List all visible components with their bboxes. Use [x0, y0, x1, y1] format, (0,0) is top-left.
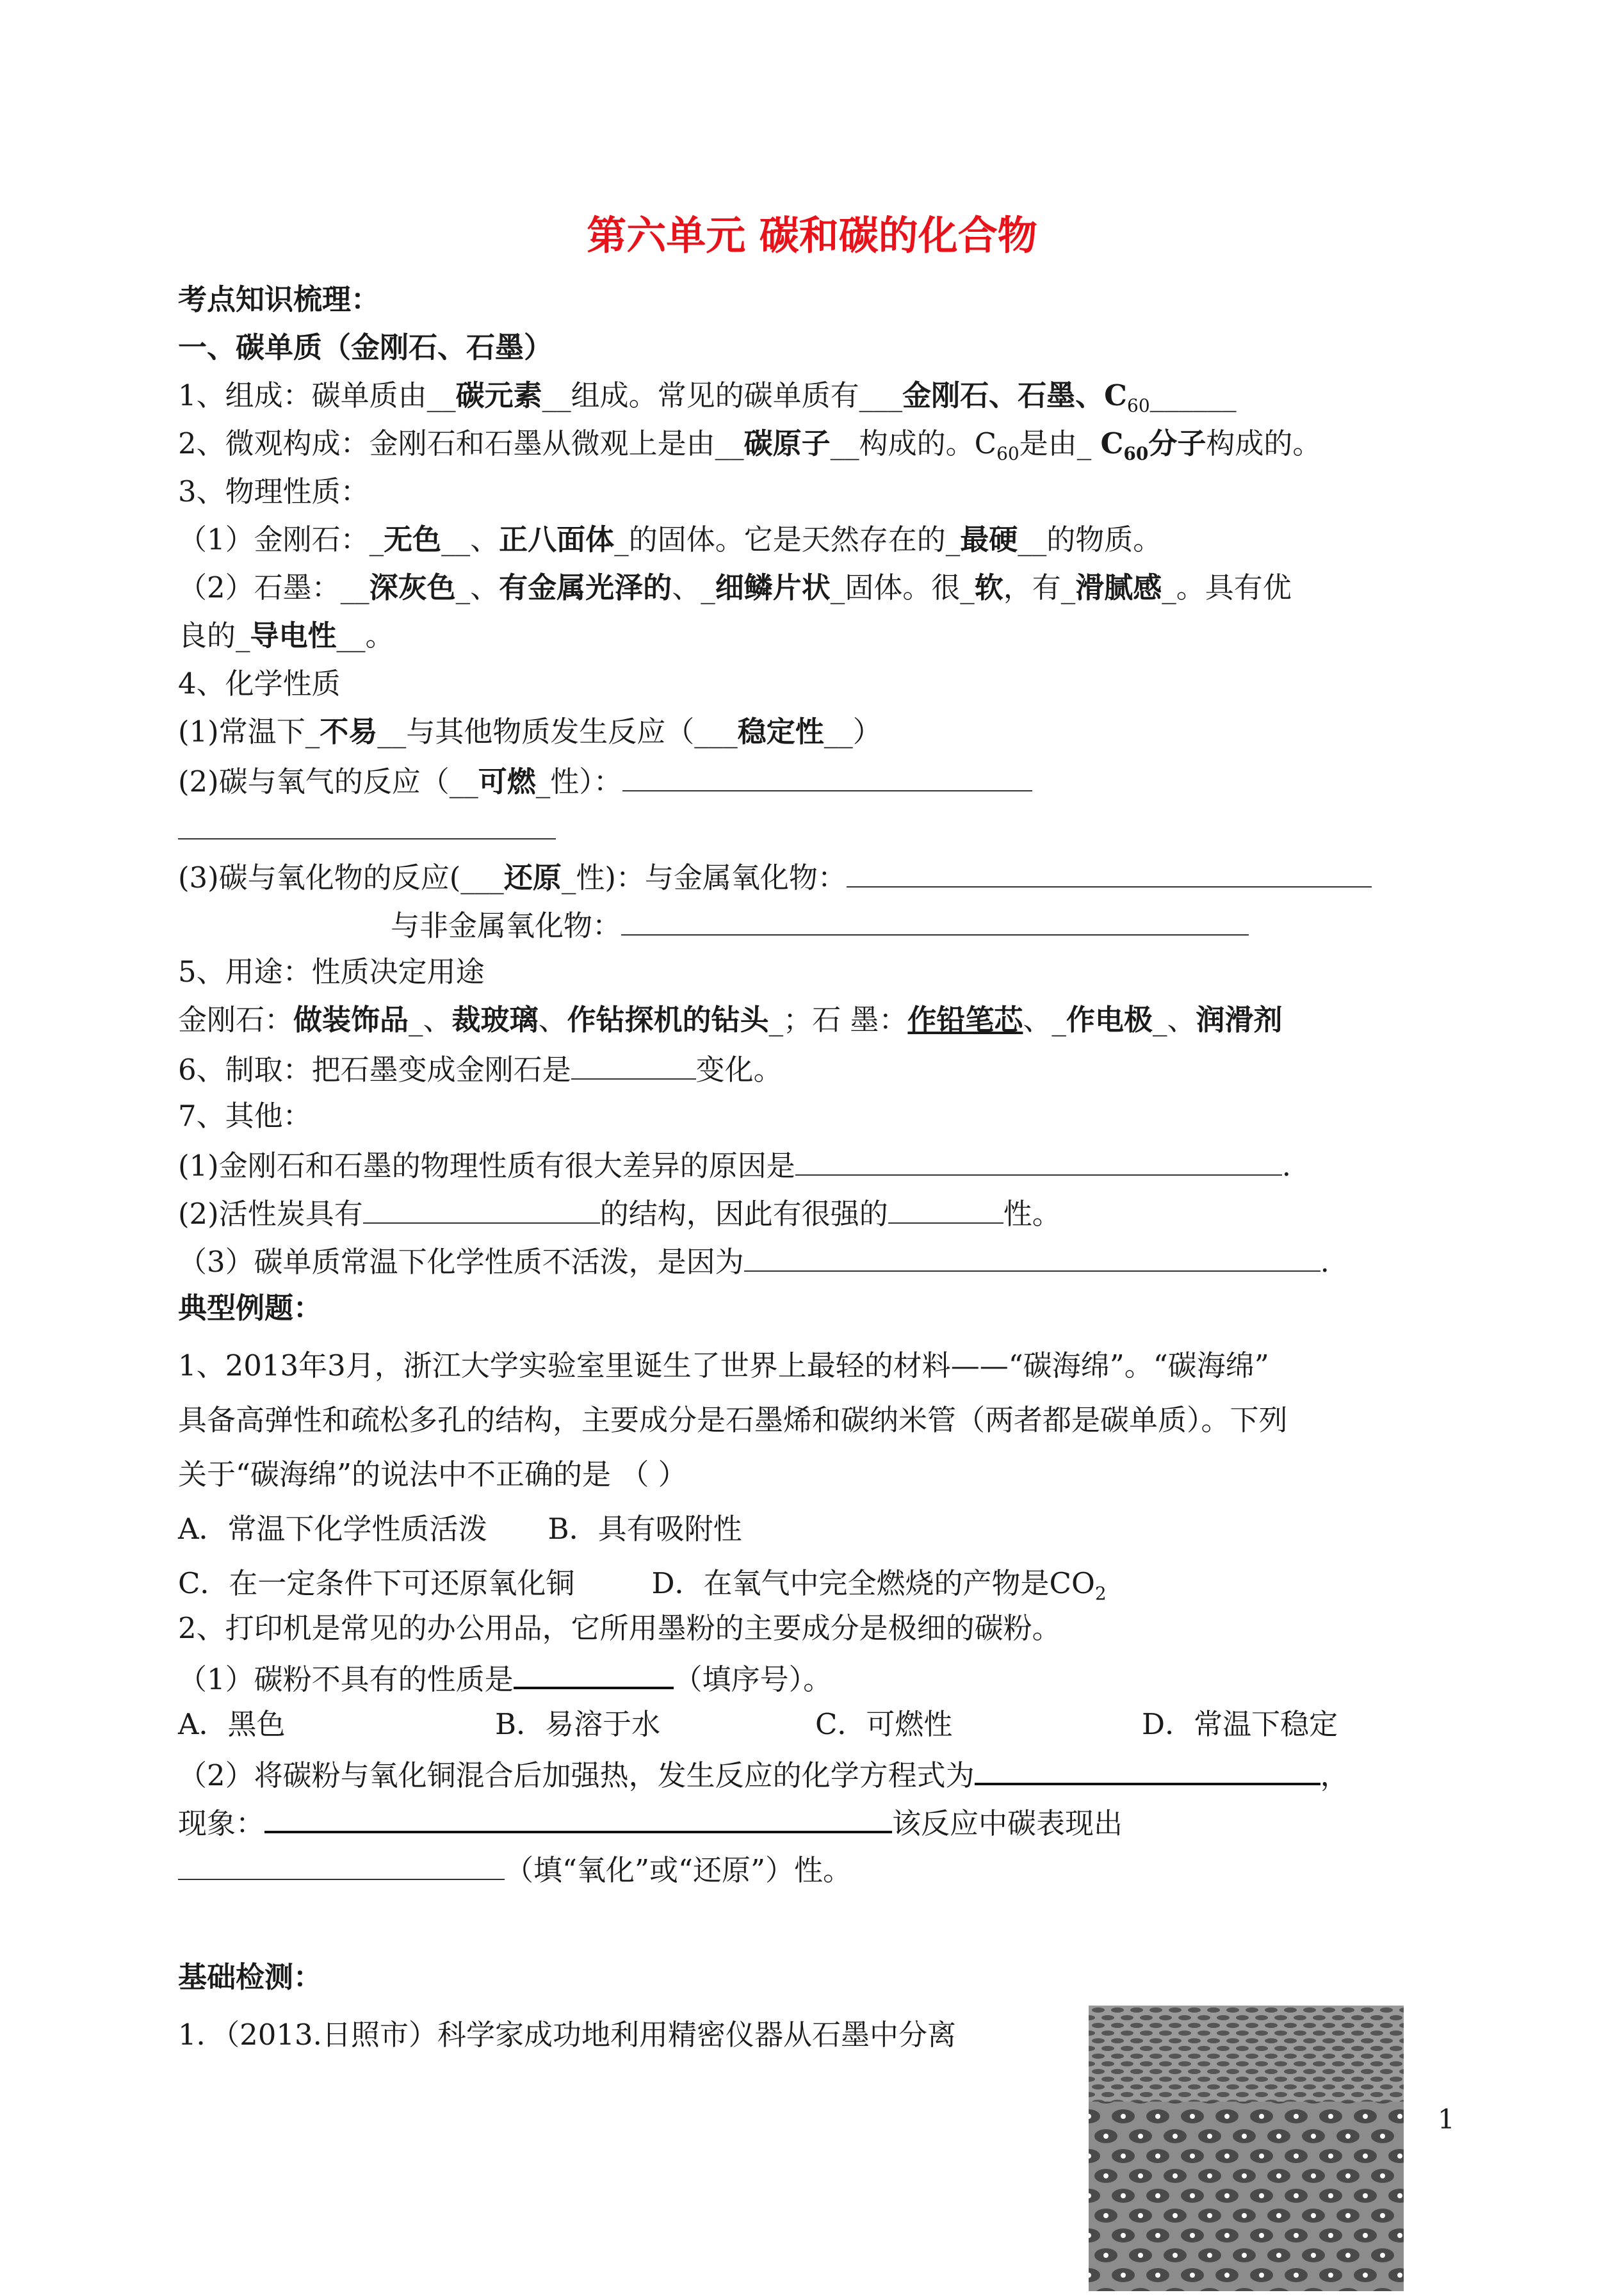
option-a[interactable]: A．常温下化学性质活泼 [178, 1512, 487, 1546]
answer-blank[interactable] [795, 1145, 1282, 1176]
option-c[interactable]: C．在一定条件下可还原氧化铜 [178, 1566, 575, 1600]
answer-blank[interactable] [622, 761, 1032, 791]
line-others-1: (1)金刚石和石墨的物理性质有很大差异的原因是 . [178, 1145, 1291, 1185]
test-question-1: 1．（2013.日照市）科学家成功地利用精密仪器从石墨中分离 [178, 2018, 956, 2052]
answer-blank[interactable] [975, 1753, 1320, 1785]
line-others-2: (2)活性炭具有 的结构，因此有很强的 性。 [178, 1193, 1061, 1233]
line-diamond: （1）金刚石：_无色__、正八面体_的固体。它是天然存在的_最硬__的物质。 [178, 523, 1162, 556]
line-graphite: （2）石墨：__深灰色_、有金属光泽的、_细鳞片状_固体。很_软，有_滑腻感_。具有优 [178, 571, 1292, 604]
question-2-sub2: （2）将碳粉与氧化铜混合后加强热，发生反应的化学方程式为 ， [178, 1753, 1349, 1795]
option-b[interactable]: B．具有吸附性 [548, 1512, 742, 1546]
graphene-structure-image [1089, 2006, 1404, 2291]
line-physical-properties: 3、物理性质： [178, 474, 369, 508]
line-graphite-cont: 良的_导电性__。 [178, 619, 394, 653]
line-composition: 1、组成：碳单质由__碳元素__组成。常见的碳单质有___金刚石、石墨、$C_{60}\_\_\_\_\_\_$ [178, 378, 1237, 416]
line-nonmetal-oxide: 与非金属氧化物： [391, 905, 1249, 945]
answer-blank[interactable] [363, 1193, 600, 1224]
question-2-fill: （填“氧化”或“还原”）性。 [178, 1849, 852, 1890]
page-title: 第六单元 碳和碳的化合物 [587, 212, 1037, 259]
line-oxide-reaction: (3)碳与氧化物的反应(___还原_性)：与金属氧化物： [178, 857, 1372, 897]
section-header-basic-test: 基础检测： [178, 1960, 323, 1994]
line-oxygen-reaction: (2)碳与氧气的反应（__可燃_性）： [178, 761, 1032, 801]
answer-blank[interactable] [571, 1049, 696, 1080]
line-chemical-properties: 4、化学性质 [178, 667, 341, 701]
question-1-line2: 具备高弹性和疏松多孔的结构，主要成分是石墨烯和碳纳米管（两者都是碳单质）。下列 [178, 1403, 1288, 1437]
option-a[interactable]: A．黑色 [178, 1707, 286, 1741]
line-stability: (1)常温下_不易__与其他物质发生反应（___稳定性__） [178, 715, 882, 749]
option-d[interactable]: D．在氧气中完全燃烧的产物是$CO_2$ [651, 1566, 1107, 1604]
line-others-3: （3）碳单质常温下化学性质不活泼，是因为 . [178, 1241, 1329, 1281]
page-number: 1 [1438, 2104, 1455, 2135]
question-1-options-ab [178, 1510, 742, 1548]
line-uses-detail: 金刚石：做装饰品_、裁玻璃、作钻探机的钻头_；石 墨：作铅笔芯、_作电极_、润滑剂 [178, 1003, 1283, 1037]
answer-blank[interactable] [264, 1801, 892, 1833]
line-uses: 5、用途：性质决定用途 [178, 955, 485, 989]
question-1-options-cd [178, 1564, 1107, 1613]
answer-blank[interactable] [514, 1657, 674, 1689]
answer-blank[interactable] [888, 1193, 1003, 1224]
option-b[interactable]: B．易溶于水 [495, 1707, 661, 1741]
answer-blank[interactable] [621, 905, 1249, 936]
line-micro-structure: 2、微观构成：金刚石和石墨从微观上是由__碳原子__构成的。$C_{60}$是由_ $C_{60}$分子构成的。 [178, 426, 1322, 464]
line-oxygen-reaction-cont [178, 809, 556, 849]
option-d[interactable]: D．常温下稳定 [1142, 1707, 1338, 1741]
option-c[interactable]: C．可燃性 [815, 1707, 953, 1741]
question-2-sub1: （1）碳粉不具有的性质是 （填序号）。 [178, 1657, 832, 1699]
part1-header: 一、碳单质（金刚石、石墨） [178, 330, 553, 364]
answer-blank[interactable] [178, 1849, 505, 1880]
line-preparation: 6、制取：把石墨变成金刚石是 变化。 [178, 1049, 783, 1089]
line-others: 7、其他： [178, 1099, 312, 1133]
section-header-knowledge: 考点知识梳理： [178, 282, 380, 316]
question-1-line1: 1、2013年3月，浙江大学实验室里诞生了世界上最轻的材料——“碳海绵”。“碳海绵” [178, 1349, 1269, 1383]
answer-blank[interactable] [744, 1241, 1320, 1272]
question-2-line1: 2、打印机是常见的办公用品，它所用墨粉的主要成分是极细的碳粉。 [178, 1611, 1061, 1645]
section-header-examples: 典型例题： [178, 1291, 323, 1325]
question-2-phenomenon: 现象： 该反应中碳表现出 [178, 1801, 1123, 1843]
answer-blank[interactable] [178, 809, 556, 839]
answer-blank[interactable] [847, 857, 1372, 888]
question-1-line3: 关于“碳海绵”的说法中不正确的是 （ ） [178, 1457, 687, 1491]
